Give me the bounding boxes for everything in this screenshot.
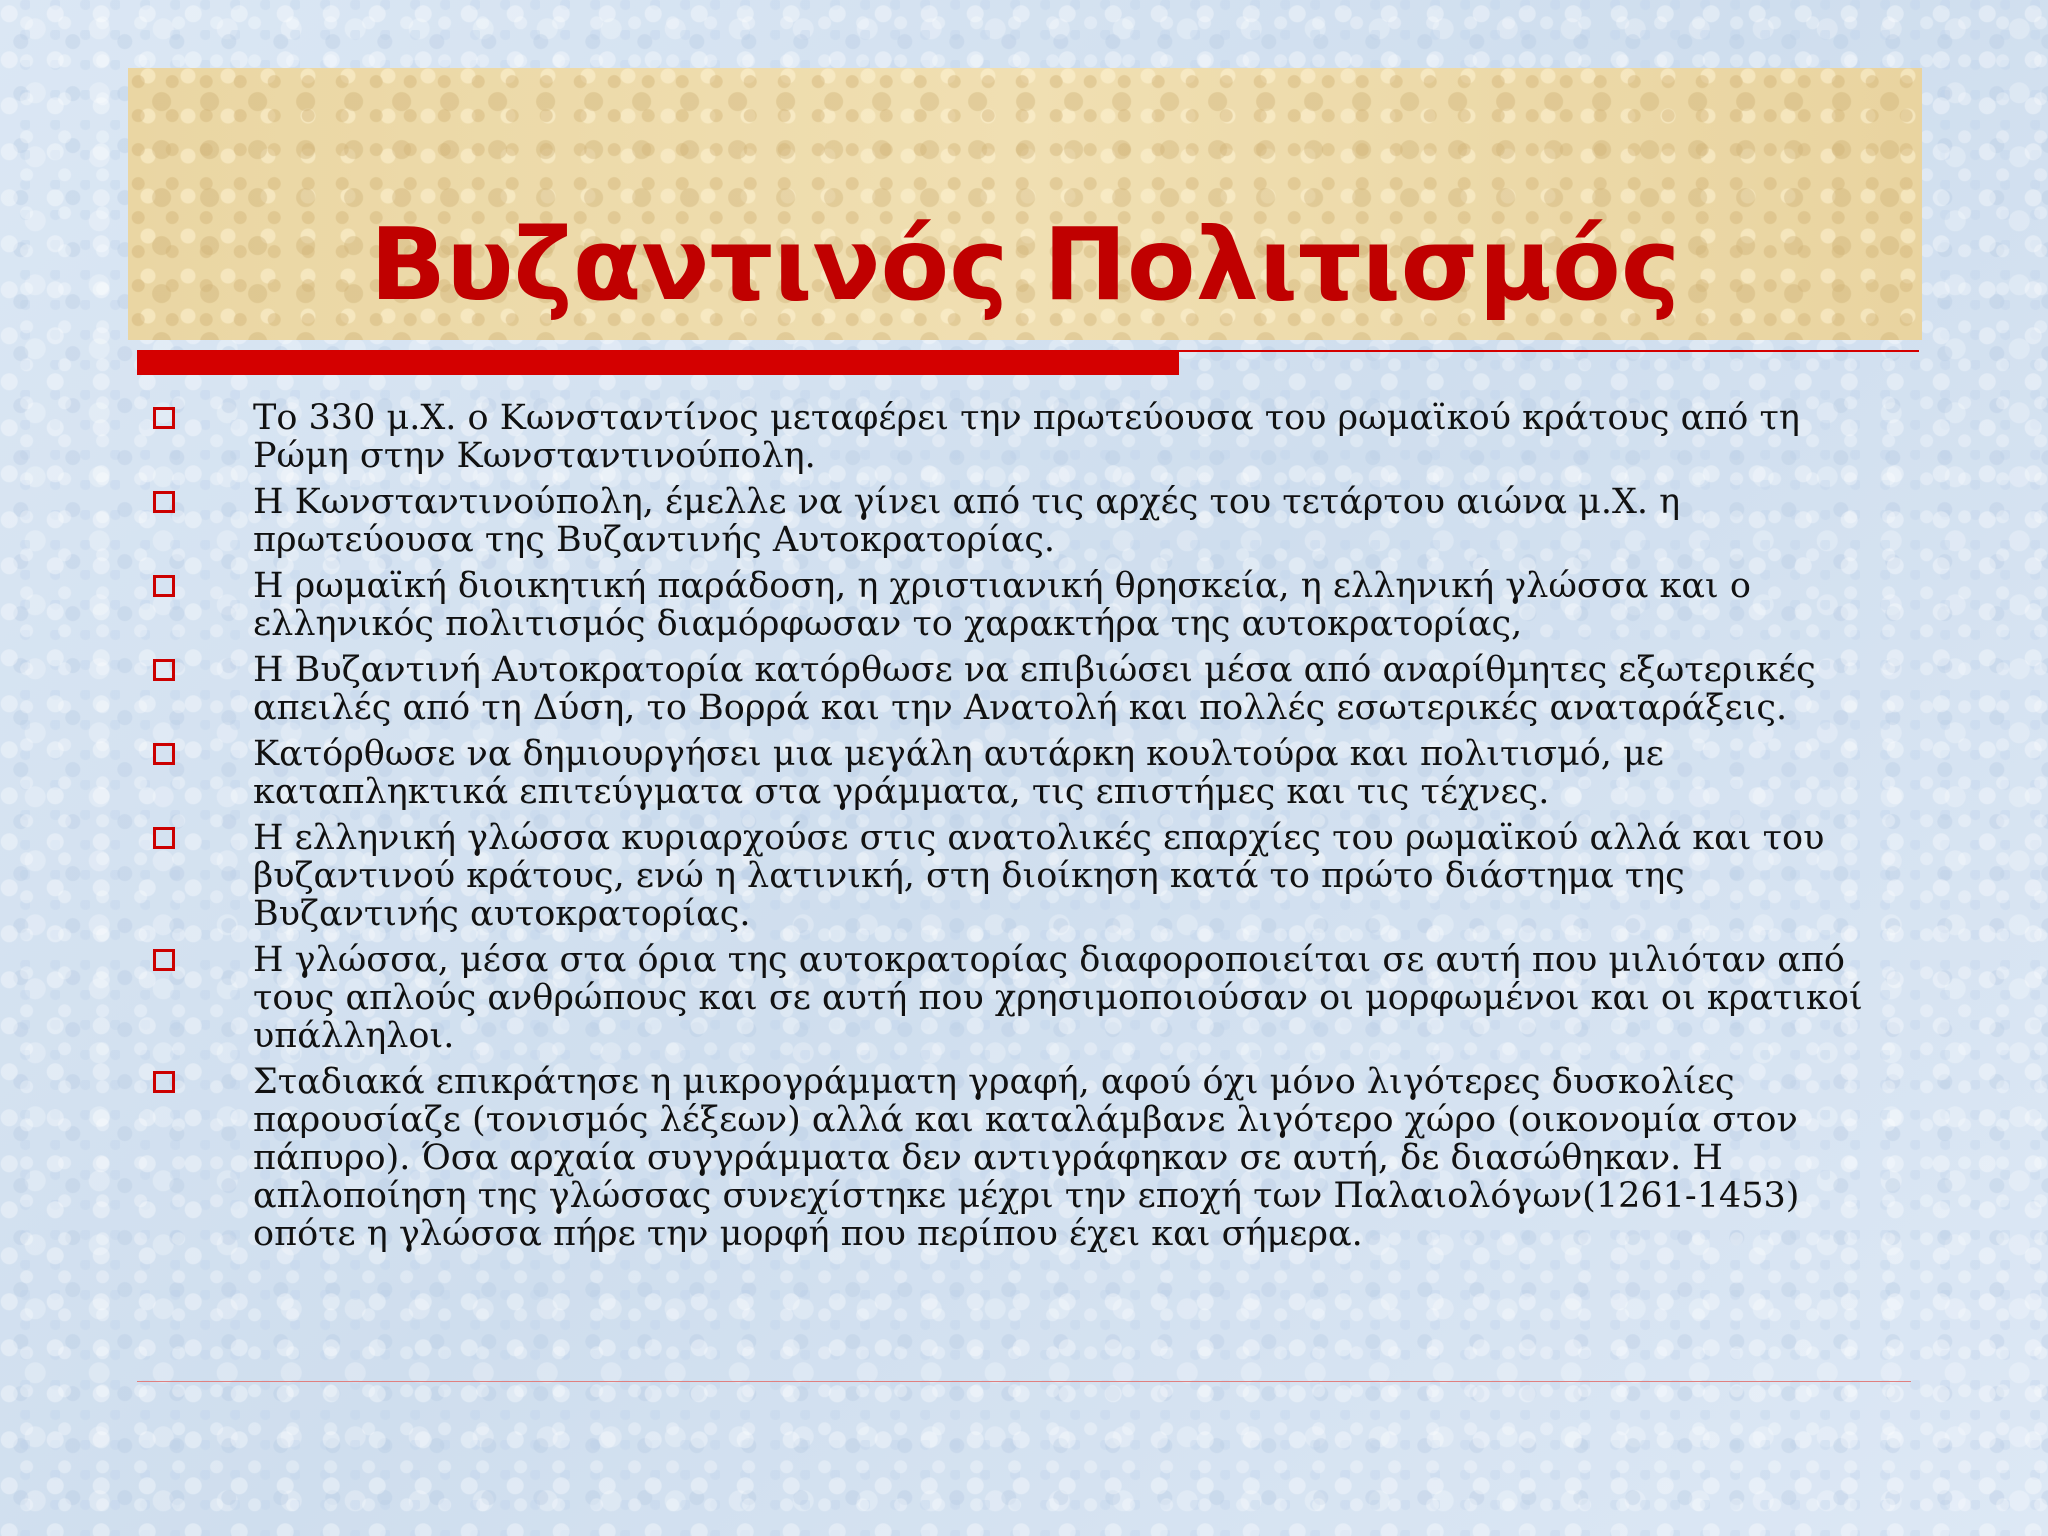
- bullet-item: [150, 651, 1890, 727]
- slide-title: Βυζαντινός Πολιτισμός: [369, 206, 1681, 323]
- title-underline-bar: [137, 350, 1179, 375]
- bullet-list: [150, 399, 1890, 1261]
- hollow-square-icon: [153, 827, 175, 849]
- hollow-square-icon: [153, 949, 175, 971]
- bullet-text: Το 330 μ.Χ. ο Κωνσταντίνος μεταφέρει την πρωτεύουσα του ρωμαϊκού κράτους από τη Ρώμη στην Κωνσταντινούπολη.: [253, 398, 1800, 476]
- bullet-text: Κατόρθωσε να δημιουργήσει μια μεγάλη αυτάρκη κουλτούρα και πολιτισμό, με καταπληκτικά επιτεύγματα στα γράμματα, τις επιστήμες και τις τέχνες.: [253, 734, 1664, 812]
- bullet-text: Σταδιακά επικράτησε η μικρογράμματη γραφή, αφού όχι μόνο λιγότερες δυσκολίες παρουσίαζε (τονισμός λέξεων) αλλά και καταλάμβανε λιγότερο χώρο (οικονομία στον πάπυρο). Όσα αρχαία συγγράμματα δεν αντιγράφηκαν σε αυτή, δε διασώθηκαν. Η απλοποίηση της γλώσσας συνεχίστηκε μέχρι την εποχή των Παλαιολόγων(1261-1453) οπότε η γλώσσα πήρε την μορφή που περίπου έχει και σήμερα.: [253, 1062, 1800, 1254]
- bullet-item: [150, 819, 1890, 933]
- bullet-text: Η ρωμαϊκή διοικητική παράδοση, η χριστιανική θρησκεία, η ελληνική γλώσσα και ο ελληνικός πολιτισμός διαμόρφωσαν το χαρακτήρα της αυτοκρατορίας,: [253, 566, 1751, 644]
- footer-divider: [137, 1381, 1911, 1382]
- hollow-square-icon: [153, 491, 175, 513]
- bullet-item: [150, 735, 1890, 811]
- bullet-text: Η Κωνσταντινούπολη, έμελλε να γίνει από τις αρχές του τετάρτου αιώνα μ.Χ. η πρωτεύουσα της Βυζαντινής Αυτοκρατορίας.: [253, 482, 1681, 560]
- bullet-item: [150, 567, 1890, 643]
- hollow-square-icon: [153, 659, 175, 681]
- bullet-item: [150, 1063, 1890, 1253]
- hollow-square-icon: [153, 1071, 175, 1093]
- bullet-text: Η ελληνική γλώσσα κυριαρχούσε στις ανατολικές επαρχίες του ρωμαϊκού αλλά και του βυζαντινού κράτους, ενώ η λατινική, στη διοίκηση κατά το πρώτο διάστημα της Βυζαντινής αυτοκρατορίας.: [253, 818, 1825, 934]
- hollow-square-icon: [153, 575, 175, 597]
- hollow-square-icon: [153, 407, 175, 429]
- bullet-item: [150, 941, 1890, 1055]
- bullet-item: [150, 399, 1890, 475]
- bullet-item: [150, 483, 1890, 559]
- bullet-text: Η γλώσσα, μέσα στα όρια της αυτοκρατορίας διαφοροποιείται σε αυτή που μιλιόταν από τους απλούς ανθρώπους και σε αυτή που χρησιμοποιούσαν οι μορφωμένοι και οι κρατικοί υπάλληλοι.: [253, 940, 1863, 1056]
- hollow-square-icon: [153, 743, 175, 765]
- title-underline-line: [1179, 350, 1919, 352]
- bullet-text: Η Βυζαντινή Αυτοκρατορία κατόρθωσε να επιβιώσει μέσα από αναρίθμητες εξωτερικές απειλές από τη Δύση, το Βορρά και την Ανατολή και πολλές εσωτερικές αναταράξεις.: [253, 650, 1816, 728]
